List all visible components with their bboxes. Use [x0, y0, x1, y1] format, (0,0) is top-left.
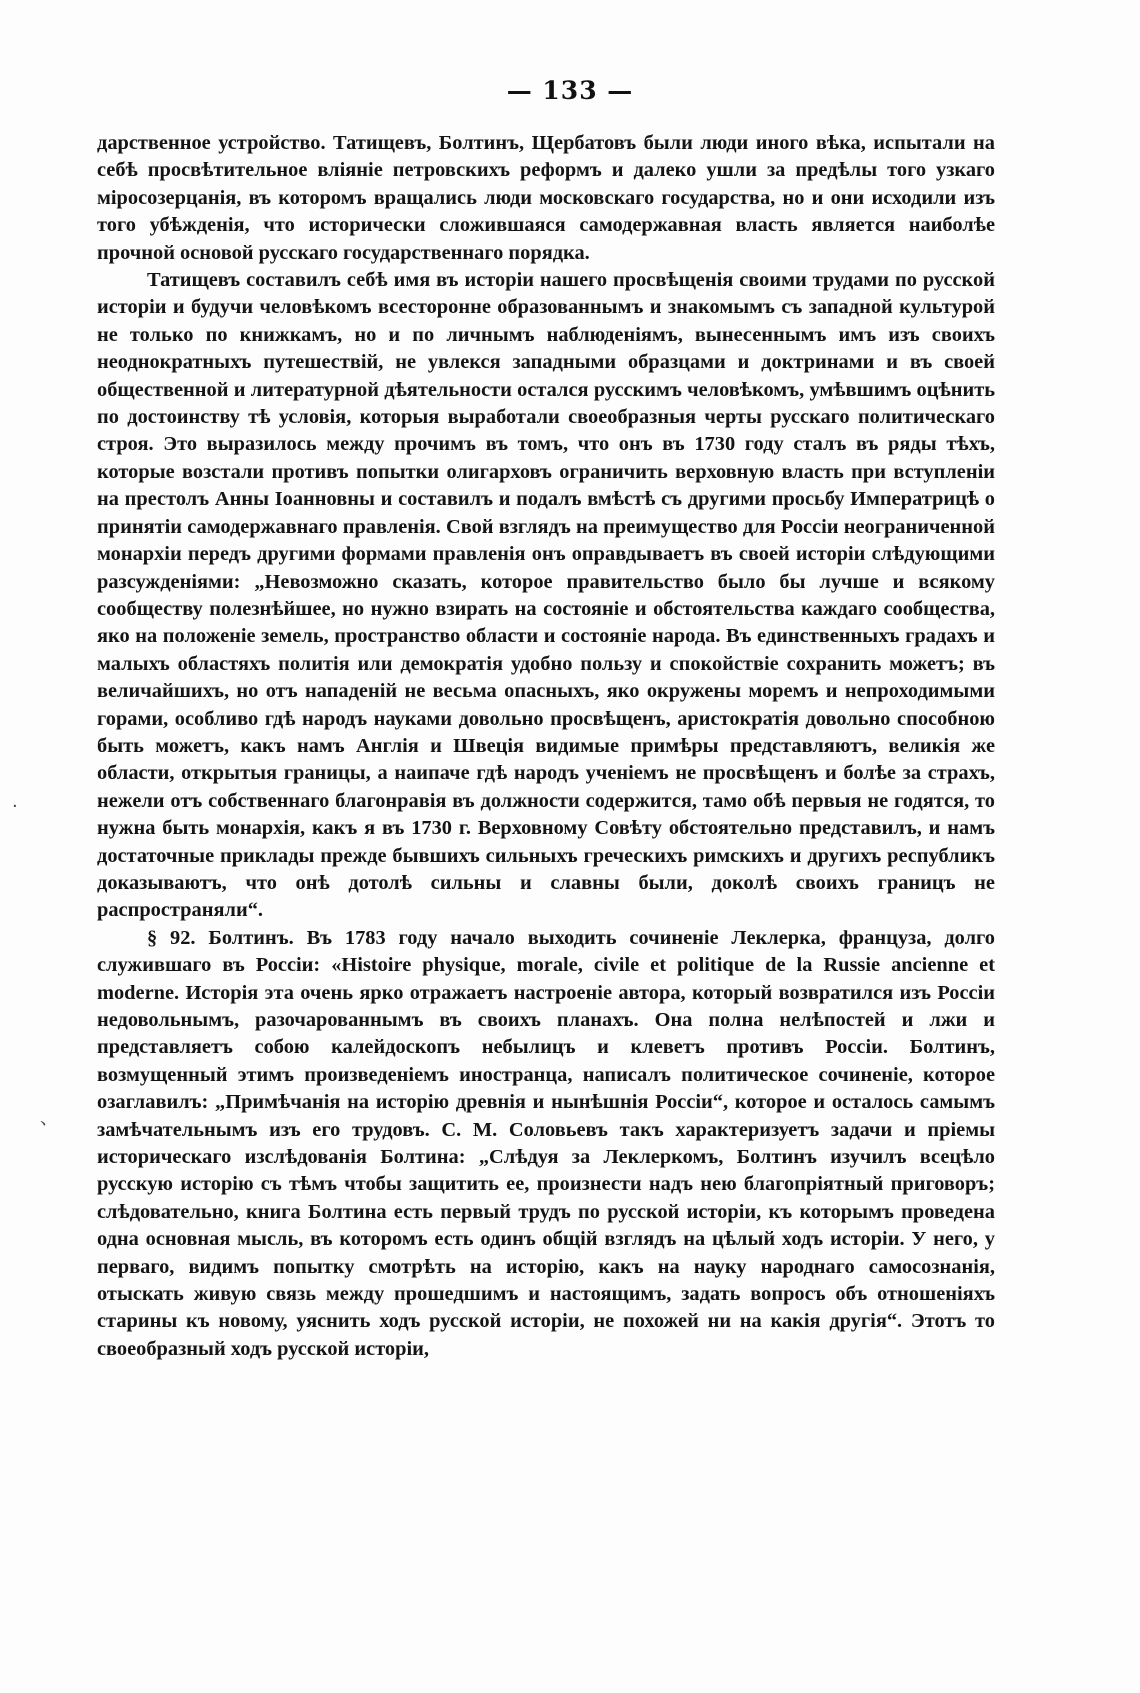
- section-heading: Болтинъ.: [208, 926, 294, 949]
- page-number: — 133 —: [506, 76, 634, 105]
- paragraph: [97, 925, 995, 1364]
- margin-speck: ·: [12, 796, 18, 817]
- paragraph: дарственное устройство. Татищевъ, Болтинъ, Щербатовъ были люди иного вѣка, испытали на себѣ просвѣтительное вліяніе петровскихъ реформъ и далеко ушли за предѣлы того узкаго міросозерцанія, въ которомъ вращались люди московскаго государства, но и они исходили изъ того убѣжденія, что исторически сложившаяся самодержавная власть является наиболѣе прочной основой русскаго государственнаго порядка.: [97, 132, 995, 264]
- paragraph: Татищевъ составилъ себѣ имя въ исторіи нашего просвѣщенія своими трудами по русской исторіи и будучи человѣкомъ всесторонне образованнымъ и знакомымъ съ западной культурой не только по книжкамъ, но и по личнымъ наблюденіямъ, вынесеннымъ имъ изъ своихъ неоднократныхъ путешествій, не увлекся западными образцами и доктринами и въ своей общественной и литературной дѣятельности остался русскимъ человѣкомъ, умѣвшимъ оцѣнить по достоинству тѣ условія, которыя выработали своеобразныя черты русскаго политическаго строя. Это выразилось между прочимъ въ томъ, что онъ въ 1730 году сталъ въ ряды тѣхъ, которые возстали противъ попытки олигарховъ ограничить верховную власть при вступленіи на престолъ Анны Іоанновны и составилъ и подалъ вмѣстѣ съ другими просьбу Императрицѣ о принятіи самодержавнаго правленія. Свой взглядъ на преимущество для Россіи неограниченной монархіи передъ другими формами правленія онъ оправдываетъ въ своей исторіи слѣдующими разсужденіями: „Невозможно сказать, которое правительство было бы лучше и всякому сообществу полезнѣйшее, но нужно взирать на состояніе и обстоятельства каждаго сообщества, яко на положеніе земель, пространство области и состояніе народа. Въ единственныхъ градахъ и малыхъ областяхъ политія или демократія удобно пользу и спокойствіе сохранить можетъ; въ величайшихъ, но отъ нападеній не весьма опасныхъ, яко окружены моремъ и непроходимыми горами, особливо гдѣ народъ науками довольно просвѣщенъ, аристократія довольно способною быть можетъ, какъ намъ Англія и Швеція видимые примѣры представляютъ, великія же области, открытыя границы, а наипаче гдѣ народъ ученіемъ не просвѣщенъ и болѣе за страхъ, нежели отъ собственнаго благонравія въ должности содержится, тамо обѣ первыя не годятся, то нужна быть монархія, какъ я въ 1730 г. Верховному Совѣту обстоятельно представилъ, и намъ достаточные приклады прежде бывшихъ сильныхъ греческихъ римскихъ и другихъ республикъ доказываютъ, что онѣ дотолѣ сильны и славны были, доколѣ своихъ границъ не распространяли“.: [97, 269, 995, 922]
- body-text: [97, 130, 995, 1363]
- section-number: § 92.: [147, 926, 196, 949]
- margin-speck: 、: [40, 1108, 58, 1129]
- paragraph-text: Въ 1783 году начало выходить сочиненіе Леклерка, француза, долго служившаго въ Россіи: «Histoire physique, morale, civile et politique de la Russie ancienne et moderne. Исторія эта очень ярко отражаетъ настроеніе автора, который возвратился изъ Россіи недовольнымъ, разочарованнымъ въ своихъ планахъ. Она полна нелѣпостей и лжи и представляетъ собою калейдоскопъ небылицъ и клеветъ противъ Россіи. Болтинъ, возмущенный этимъ произведеніемъ иностранца, написалъ политическое сочиненіе, которое озаглавилъ: „Примѣчанія на исторію древнія и нынѣшнія Россіи“, которое и осталось самымъ замѣчательнымъ изъ его трудовъ. С. М. Соловьевъ такъ характеризуетъ задачи и пріемы историческаго изслѣдованія Болтина: „Слѣдуя за Леклеркомъ, Болтинъ изучилъ всецѣло русскую исторію съ тѣмъ чтобы защитить ее, произнести надъ нею благопріятный приговоръ; слѣдовательно, книга Болтина есть первый трудъ по русской исторіи, къ которымъ проведена одна основная мысль, въ которомъ есть одинъ общій взглядъ на цѣлый ходъ исторіи. У него, у перваго, видимъ попытку смотрѣть на исторію, какъ на науку народнаго самосознанія, отыскать живую связь между прошедшимъ и настоящимъ, задать вопросъ объ отношеніяхъ старины къ новому, уяснить ходъ русской исторіи, не похожей ни на какія другія“. Этотъ то своеобразный ходъ русской исторіи,: [97, 926, 995, 1360]
